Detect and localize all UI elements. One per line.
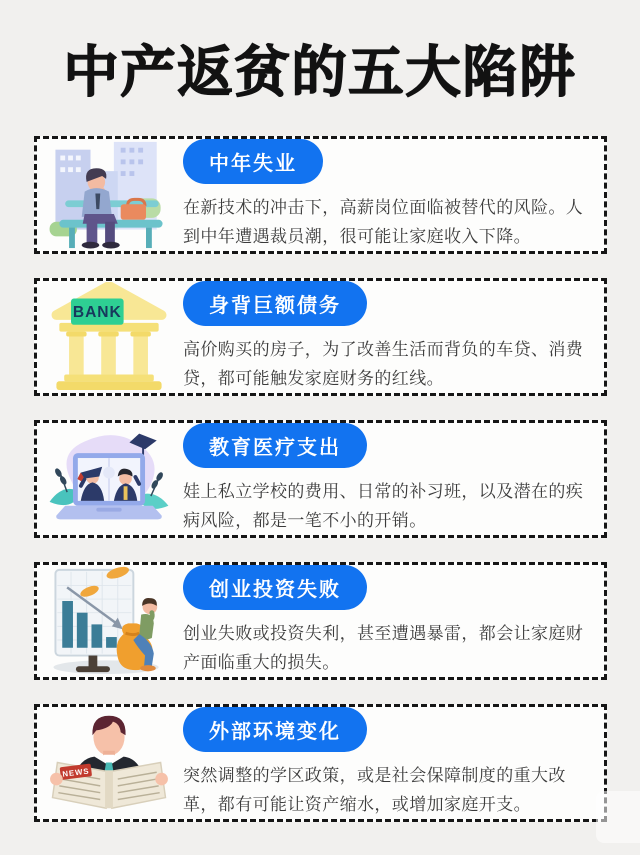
card-huge-debt (34, 278, 607, 396)
man-on-bench-icon (43, 140, 175, 250)
card-title-badge: 中年失业 (183, 139, 323, 184)
watermark-overlay (596, 791, 640, 843)
trap-card-list (34, 136, 607, 846)
card-content (179, 137, 596, 253)
man-reading-newspaper-illustration (39, 708, 179, 818)
card-content (179, 421, 596, 537)
man-reading-newspaper-icon (43, 708, 175, 818)
card-description: 创业失败或投资失利，甚至遭遇暴雷，都会让家庭财产面临重大的损失。 (183, 624, 584, 672)
card-description: 突然调整的学区政策，或是社会保障制度的重大改革，都有可能让资产缩水，或增加家庭开支。 (183, 766, 566, 814)
bank-sign-text: BANK (72, 304, 122, 322)
declining-chart-icon (43, 566, 175, 676)
bank-building-illustration (39, 282, 179, 392)
card-content (179, 705, 596, 821)
declining-chart-illustration (39, 566, 179, 676)
card-title-badge: 创业投资失败 (183, 565, 367, 610)
laptop-graduates-illustration (39, 424, 179, 534)
laptop-graduates-icon (43, 424, 175, 534)
news-tag-text: NEWS (61, 766, 91, 779)
card-education-medical (34, 420, 607, 538)
card-content (179, 279, 596, 395)
bank-building-icon (43, 282, 175, 392)
card-midlife-unemployment (34, 136, 607, 254)
card-description: 高价购买的房子，为了改善生活而背负的车贷、消费贷，都可能触发家庭财务的红线。 (183, 340, 584, 388)
card-title-badge: 身背巨额债务 (183, 281, 367, 326)
card-title-badge: 外部环境变化 (183, 707, 367, 752)
card-external-environment (34, 704, 607, 822)
card-description: 在新技术的冲击下，高薪岗位面临被替代的风险。人到中年遭遇裁员潮，很可能让家庭收入下降。 (183, 198, 584, 246)
card-content (179, 563, 596, 679)
card-investment-failure (34, 562, 607, 680)
card-description: 娃上私立学校的费用、日常的补习班，以及潜在的疾病风险，都是一笔不小的开销。 (183, 482, 584, 530)
man-on-bench-illustration (39, 140, 179, 250)
card-title-badge: 教育医疗支出 (183, 423, 367, 468)
page-title: 中产返贫的五大陷阱 (63, 41, 577, 103)
